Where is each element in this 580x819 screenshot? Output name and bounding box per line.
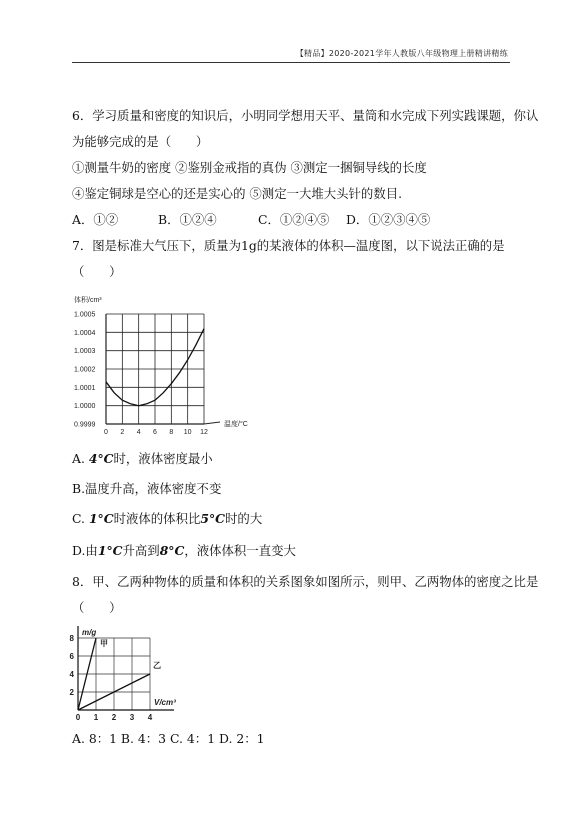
- x-axis-label: V/cm³: [154, 698, 176, 707]
- q6-options: [72, 214, 430, 226]
- x-axis-label: 温度/°C: [224, 421, 248, 428]
- q6-items-line1: ①测量牛奶的密度 ②鉴别金戒指的真伪 ③测定一捆铜导线的长度: [72, 160, 427, 175]
- y-axis-label: 体积/cm³: [74, 297, 102, 304]
- x-axis-extension: [204, 422, 220, 424]
- x-tick-label: 8: [169, 429, 174, 436]
- y-tick-label: 1.0005: [74, 311, 96, 319]
- q7-option-d: D.由1°C升高到8°C，液体体积一直变大: [72, 543, 296, 558]
- y-tick-label: 1.0003: [74, 348, 96, 356]
- volume-temperature-chart: [70, 290, 280, 444]
- q8-stem-line1: 8．甲、乙两种物体的质量和体积的关系图象如图所示，则甲、乙两物体的密度之比是: [72, 574, 539, 589]
- mass-volume-chart: [64, 622, 184, 728]
- y-tick-label: 1.0002: [74, 366, 96, 374]
- x-tick-label: 3: [129, 713, 135, 722]
- y-tick-label: 2: [69, 688, 74, 697]
- q7-stem-line1: 7．图是标准大气压下，质量为1g的某液体的体积—温度图，以下说法正确的是: [72, 238, 505, 253]
- q7-option-c: C. 1°C时液体的体积比5°C时的大: [72, 511, 263, 526]
- q6-option-d: D．①②③④⑤: [346, 212, 431, 227]
- y-tick-label: 1.0004: [74, 329, 96, 337]
- y-axis-label: m/g: [82, 628, 97, 637]
- series-label: 甲: [100, 639, 108, 648]
- q8-stem-line2: （ ）: [72, 600, 122, 615]
- q6-option-a: A．①②: [72, 212, 119, 227]
- x-tick-label: 10: [183, 429, 192, 436]
- series-label: 乙: [153, 661, 161, 670]
- x-tick-label: 0: [104, 429, 108, 436]
- q7-option-b: B.温度升高，液体密度不变: [72, 481, 222, 496]
- x-tick-label: 2: [111, 713, 117, 722]
- x-tick-label: 4: [136, 429, 141, 436]
- x-tick-label: 1: [93, 713, 99, 722]
- y-tick-label: 1.0001: [74, 384, 96, 392]
- x-tick-label: 0: [75, 713, 81, 722]
- q6-stem-line1: 6．学习质量和密度的知识后，小明同学想用天平、量筒和水完成下列实践课题，你认: [72, 108, 539, 123]
- x-tick-label: 12: [200, 429, 208, 436]
- q8-options: A. 8：1 B. 4：3 C. 4：1 D. 2：1: [72, 731, 265, 746]
- q6-option-c: C．①②④⑤: [258, 212, 330, 227]
- y-tick-label: 6: [69, 652, 74, 661]
- x-tick-label: 6: [153, 429, 157, 436]
- y-tick-label: 4: [69, 670, 74, 679]
- q7-option-a: A. 4°C时，液体密度最小: [72, 451, 213, 466]
- volume-temperature-svg: [70, 290, 280, 440]
- y-tick-label: 8: [69, 634, 74, 643]
- q6-stem-line2: 为能够完成的是（ ）: [72, 134, 209, 149]
- header-divider: [72, 62, 510, 63]
- page-header: 【精品】2020-2021学年人教版八年级物理上册精讲精练: [295, 49, 508, 58]
- q7-stem-line2: （ ）: [72, 264, 122, 279]
- mass-volume-svg: [64, 622, 184, 724]
- q6-items-line2: ④鉴定铜球是空心的还是实心的 ⑤测定一大堆大头针的数目.: [72, 186, 403, 201]
- q6-option-b: B．①②④: [158, 212, 217, 227]
- y-tick-label: 1.0000: [74, 403, 96, 411]
- x-tick-label: 4: [147, 713, 153, 722]
- x-tick-label: 2: [120, 429, 125, 436]
- y-tick-label: 0.9999: [74, 421, 96, 429]
